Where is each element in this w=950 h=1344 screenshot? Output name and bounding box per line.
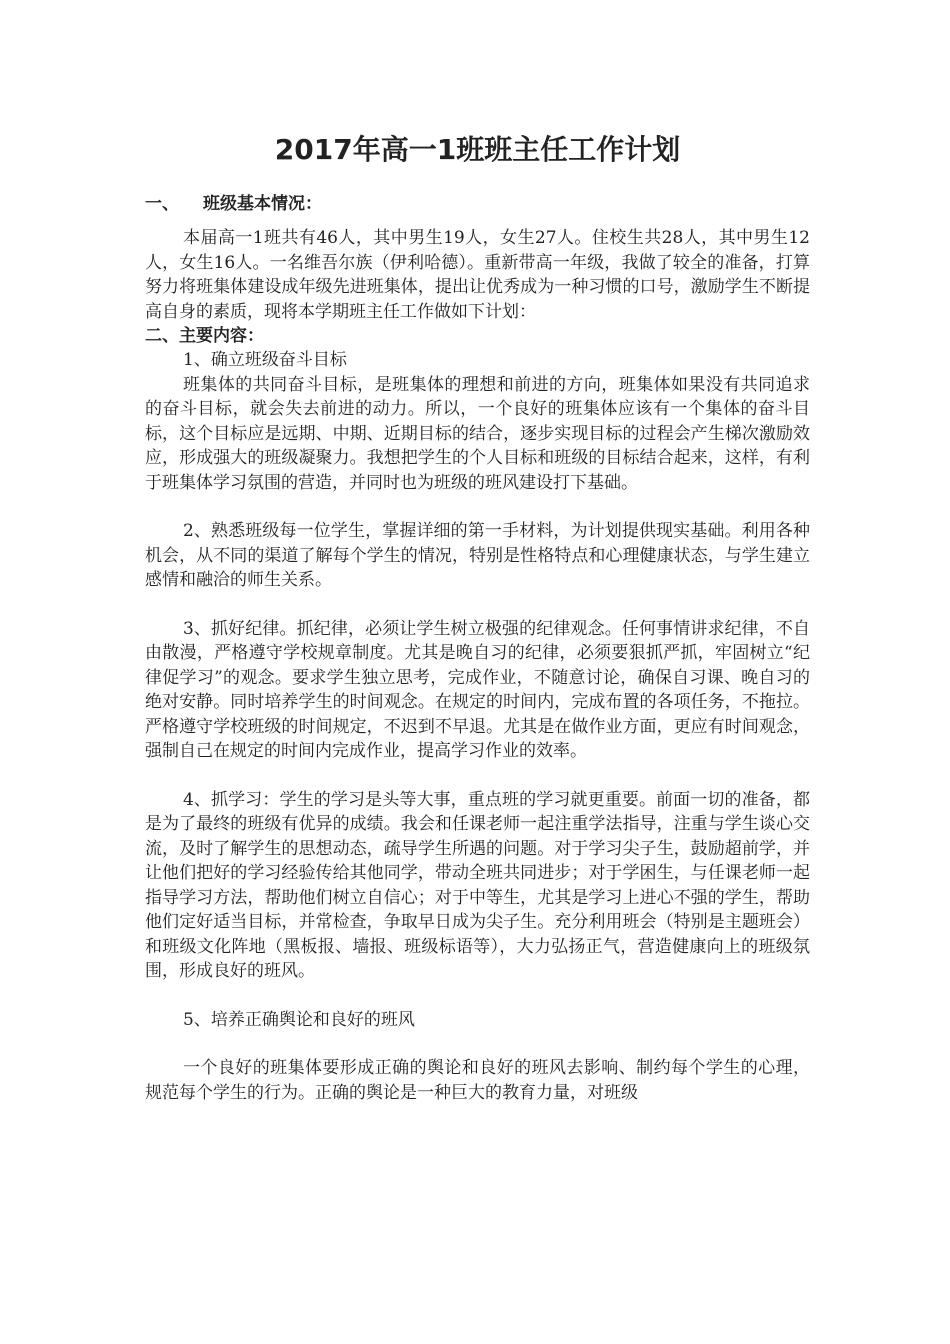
paragraph-discipline: 3、抓好纪律。抓纪律，必须让学生树立极强的纪律观念。任何事情讲求纪律，不自由散漫，严格遵守学校规章制度。尤其是晚自习的纪律，必须要狠抓严抓，牢固树立“纪律促学习”的观念。要求学生独立思考，完成作业，不随意讨论，确保自习课、晚自习的绝对安静。同时培养学生的时间观念。在规定的时间内，完成布置的各项任务，不拖拉。严格遵守学校班级的时间规定，不迟到不早退。尤其是在做作业方面，更应有时间观念，强制自己在规定的时间内完成作业，提高学习作业的效率。 — [145, 618, 810, 761]
paragraph-class-atmosphere: 一个良好的班集体要形成正确的舆论和良好的班风去影响、制约每个学生的心理，规范每个学生的行为。正确的舆论是一种巨大的教育力量，对班级 — [145, 1058, 810, 1103]
section-heading-basic-info — [145, 192, 810, 216]
paragraph-know-students: 2、熟悉班级每一位学生，掌握详细的第一手材料，为计划提供现实基础。利用各种机会，从不同的渠道了解每个学生的情况，特别是性格特点和心理健康状态，与学生建立感情和融洽的师生关系。 — [145, 521, 810, 590]
paragraph-spacer — [145, 1032, 810, 1056]
paragraph-spacer — [145, 495, 810, 519]
document-page — [145, 128, 810, 1105]
document-title: 2017年高一1班班主任工作计划 — [274, 133, 681, 166]
paragraph-spacer — [145, 984, 810, 1008]
item-title-class-atmosphere: 5、培养正确舆论和良好的班风 — [183, 1009, 415, 1030]
section-heading-main-content: 二、主要内容： — [145, 326, 264, 346]
item-title-goals: 1、确立班级奋斗目标 — [183, 350, 347, 370]
paragraph-spacer — [145, 764, 810, 788]
paragraph-class-overview: 本届高一1班共有46人，其中男生19人，女生27人。住校生共28人，其中男生12人，女生16人。一名维吾尔族（伊利哈德）。重新带高一年级，我做了较全的准备，打算努力将班集体建设成年级先进班集体，提出让优秀成为一种习惯的口号，激励学生不断提高自身的素质，现将本学期班主任工作做如下计划： — [145, 228, 810, 322]
paragraph-spacer — [145, 593, 810, 617]
paragraph-study: 4、抓学习：学生的学习是头等大事，重点班的学习就更重要。前面一切的准备，都是为了最终的班级有优异的成绩。我会和任课老师一起注重学法指导，注重与学生谈心交流，及时了解学生的思想动态，疏导学生所遇的问题。对于学习尖子生，鼓励超前学，并让他们把好的学习经验传给其他同学，带动全班共同进步；对于学困生，与任课老师一起指导学习方法，帮助他们树立自信心；对于中等生，尤其是学习上进心不强的学生，帮助他们定好适当目标，并常检查，争取早日成为尖子生。充分利用班会（特别是主题班会）和班级文化阵地（黑板报、墙报、班级标语等），大力弘扬正气，营造健康向上的班级氛围，形成良好的班风。 — [145, 789, 810, 981]
section-heading-text: 班级基本情况： — [203, 194, 322, 214]
section-number: 一、 — [145, 194, 179, 214]
paragraph-goals: 班集体的共同奋斗目标，是班集体的理想和前进的方向，班集体如果没有共同追求的奋斗目标，就会失去前进的动力。所以，一个良好的班集体应该有一个集体的奋斗目标，这个目标应是远期、中期、近期目标的结合，逐步实现目标的过程会产生梯次激励效应，形成强大的班级凝聚力。我想把学生的个人目标和班级的目标结合起来，这样，有利于班集体学习氛围的营造，并同时也为班级的班风建设打下基础。 — [145, 374, 810, 493]
